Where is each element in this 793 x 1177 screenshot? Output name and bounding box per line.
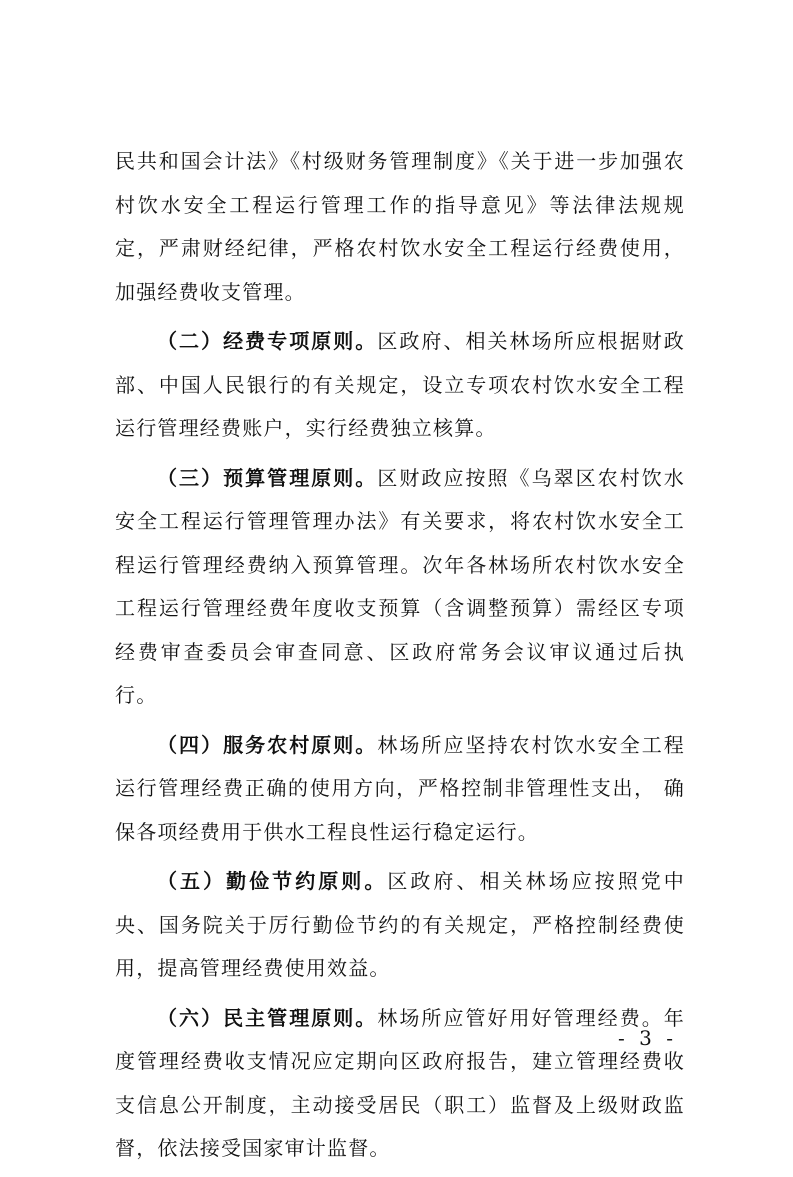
paragraph-dedicated-fund-principle bbox=[115, 320, 685, 451]
paragraph-text: 区政府、相关林场所应根据财政部、中国人民银行的有关规定，设立专项农村饮水安全工程运行管理经费账户，实行经费独立核算。 bbox=[115, 329, 685, 440]
paragraph-text: 林场所应管好用好管理经费。年度管理经费收支情况应定期向区政府报告，建立管理经费收支信息公开制度，主动接受居民（职工）监督及上级财政监督，依法接受国家审计监督。 bbox=[115, 1005, 685, 1160]
paragraph-heading: （二）经费专项原则。 bbox=[157, 329, 378, 353]
paragraph-text: 区政府、相关林场应按照党中央、国务院关于厉行勤俭节约的有关规定，严格控制经费使用，提高管理经费使用效益。 bbox=[115, 869, 685, 980]
paragraph-serve-rural-principle bbox=[115, 724, 685, 855]
paragraph-budget-management-principle bbox=[115, 457, 685, 718]
paragraph-continuation bbox=[115, 140, 685, 314]
paragraph-text: 民共和国会计法》《村级财务管理制度》《关于进一步加强农村饮水安全工程运行管理工作的指导意见》等法律法规规定，严肃财经纪律，严格农村饮水安全工程运行经费使用，加强经费收支管理。 bbox=[115, 149, 685, 304]
paragraph-democratic-management-principle bbox=[115, 997, 685, 1171]
paragraph-text: 区财政应按照《乌翠区农村饮水安全工程运行管理管理办法》有关要求，将农村饮水安全工程运行管理经费纳入预算管理。次年各林场所农村饮水安全工程运行管理经费年度收支预算（含调整预算）需经区专项经费审查委员会审查同意、区政府常务会议审议通过后执行。 bbox=[115, 465, 685, 707]
paragraph-heading: （四）服务农村原则。 bbox=[157, 732, 378, 757]
page-number: - 3 - bbox=[618, 1026, 677, 1050]
paragraph-heading: （五）勤俭节约原则。 bbox=[157, 869, 388, 893]
paragraph-thrift-principle bbox=[115, 860, 685, 991]
paragraph-heading: （六）民主管理原则。 bbox=[157, 1005, 378, 1030]
paragraph-text: 林场所应坚持农村饮水安全工程运行管理经费正确的使用方向，严格控制非管理性支出， 确保各项经费用于供水工程良性运行稳定运行。 bbox=[115, 732, 685, 844]
body-text bbox=[115, 140, 685, 1177]
paragraph-heading: （三）预算管理原则。 bbox=[157, 465, 378, 490]
